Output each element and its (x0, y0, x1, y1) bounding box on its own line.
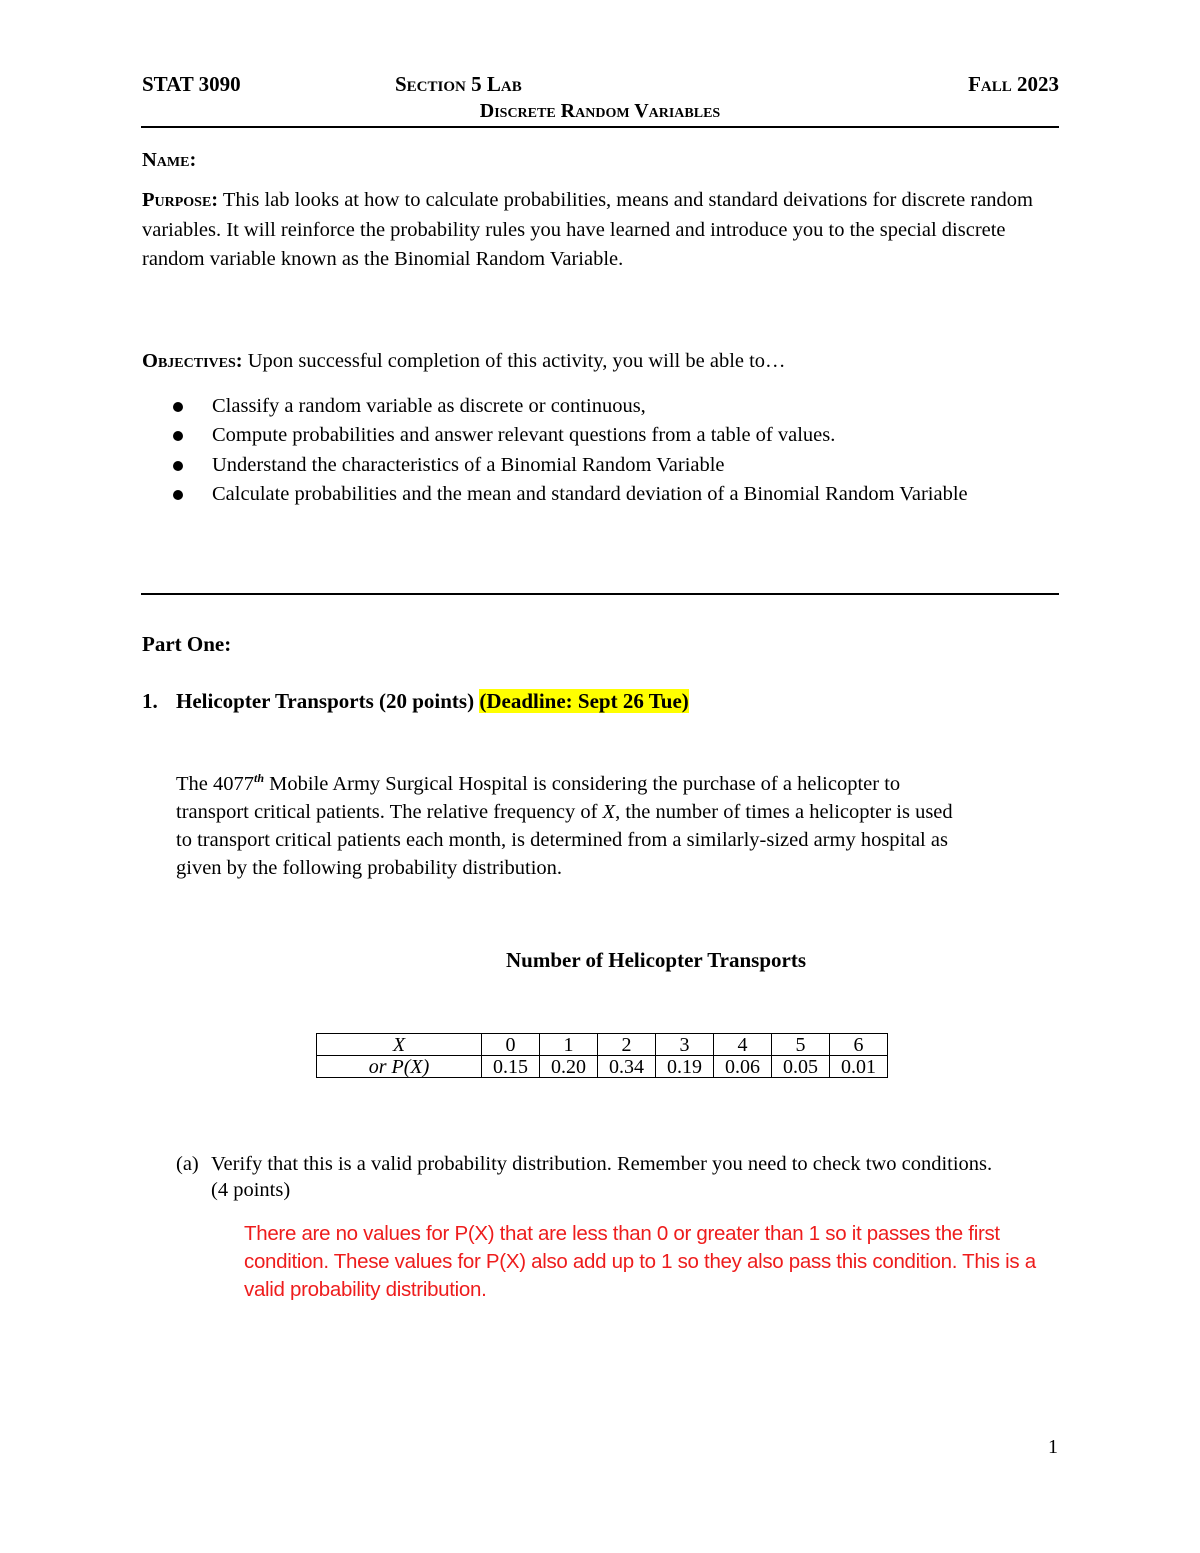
question-title: Helicopter Transports (20 points) (176, 689, 475, 713)
bullet-icon (173, 461, 183, 471)
page-header (142, 72, 1059, 102)
deadline-highlight: (Deadline: Sept 26 Tue) (479, 689, 689, 713)
table-cell: 0.20 (540, 1056, 598, 1078)
purpose-paragraph (142, 186, 1042, 275)
table-cell: 0.06 (714, 1056, 772, 1078)
list-item: Understand the characteristics of a Binomial Random Variable (142, 451, 1022, 480)
question-heading (142, 689, 689, 714)
table-cell: 3 (656, 1034, 714, 1056)
header-divider (141, 126, 1059, 128)
bullet-icon (173, 490, 183, 500)
objectives-paragraph (142, 347, 1042, 377)
purpose-label: Purpose: (142, 189, 219, 211)
bullet-icon (173, 431, 183, 441)
objectives-label: Objectives: (142, 350, 243, 372)
document-title: Discrete Random Variables (479, 100, 721, 122)
list-item: Compute probabilities and answer relevant questions from a table of values. (142, 421, 1022, 450)
part-a-answer: There are no values for P(X) that are less than 0 or greater than 1 so it passes the first condition. These values for P(X) also add up to 1 so they also pass this condition. This is a valid probability distribution. (244, 1222, 1036, 1301)
course-code: STAT 3090 (142, 72, 241, 96)
table-header-x: X (317, 1034, 482, 1056)
part-a-label: (a) (176, 1153, 199, 1175)
list-item: Calculate probabilities and the mean and standard deviation of a Binomial Random Variable (142, 480, 1022, 509)
list-item: Classify a random variable as discrete or continuous, (142, 392, 1022, 421)
section-label: Section 5 Lab (395, 72, 522, 96)
name-label: Name: (142, 149, 197, 171)
table-cell: 0.05 (772, 1056, 830, 1078)
table-cell: 4 (714, 1034, 772, 1056)
table-row (317, 1056, 888, 1078)
table-header-px: or P(X) (317, 1056, 482, 1078)
table-cell: 0.34 (598, 1056, 656, 1078)
table-cell: 0.15 (482, 1056, 540, 1078)
section-divider (141, 593, 1059, 595)
table-cell: 1 (540, 1034, 598, 1056)
question-intro: The 4077th Mobile Army Surgical Hospital is considering the purchase of a helicopter to transport critical patients. The relative frequency of X, the number of times a helicopter is used to transport critical patients each month, is determined from a similarly-sized army hospital as given by the following probability distribution. (176, 771, 953, 879)
objectives-list (142, 392, 1022, 509)
term-label: Fall 2023 (968, 72, 1059, 96)
question-number: 1. (142, 689, 158, 713)
table-cell: 0.19 (656, 1056, 714, 1078)
objectives-text: Upon successful completion of this activity, you will be able to… (247, 350, 786, 372)
table-title: Number of Helicopter Transports (505, 948, 806, 972)
part-heading: Part One: (142, 632, 232, 656)
part-a-text: Verify that this is a valid probability distribution. Remember you need to check two conditions. (4 points) (211, 1153, 993, 1201)
probability-table (316, 1033, 888, 1078)
purpose-text: This lab looks at how to calculate probabilities, means and standard deivations for discrete random variables. It will reinforce the probability rules you have learned and introduce you to the special discrete random variable known as the Binomial Random Variable. (142, 189, 1033, 270)
page-number: 1 (1048, 1436, 1058, 1458)
bullet-icon (173, 402, 183, 412)
question-part-a (176, 1151, 996, 1203)
table-cell: 5 (772, 1034, 830, 1056)
table-row (317, 1034, 888, 1056)
table-cell: 0 (482, 1034, 540, 1056)
table-cell: 0.01 (830, 1056, 888, 1078)
table-cell: 2 (598, 1034, 656, 1056)
name-field (142, 146, 1042, 176)
table-cell: 6 (830, 1034, 888, 1056)
